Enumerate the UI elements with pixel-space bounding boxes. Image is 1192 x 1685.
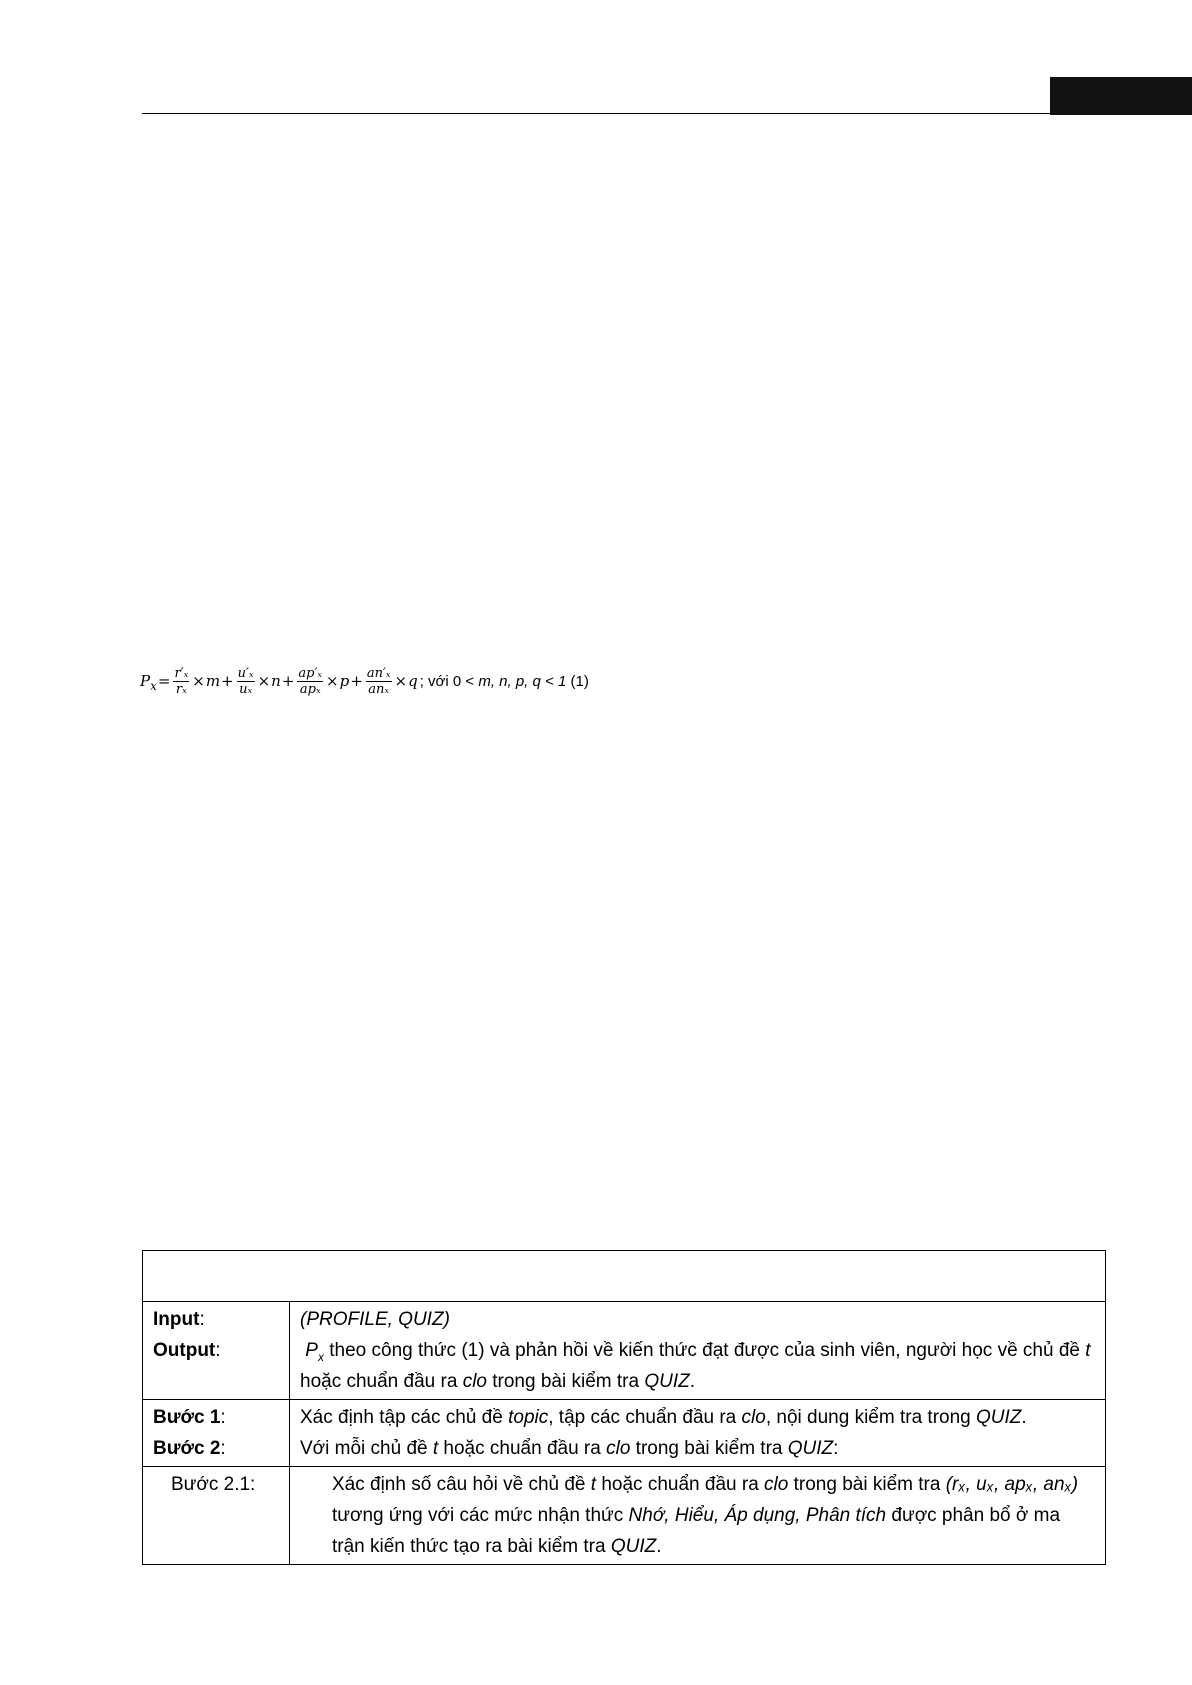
step-labels: Bước 1: Bước 2: [143, 1400, 290, 1467]
io-values [290, 1302, 1106, 1400]
weight-m: m [205, 672, 221, 690]
formula-frac-u: $\frac{\text{u′ₓ}}{\text{uₓ}}$ [237, 665, 254, 697]
header-tab [1050, 77, 1192, 115]
step21-label: Bước 2.1: [143, 1467, 290, 1565]
weight-p: p [339, 672, 350, 690]
formula: $P_x$ = $\frac{\text{r′ₓ}}{\text{rₓ}}$ × m + $\frac{\text{u′ₓ}}{\text{uₓ}}$ × n + $\frac{\text{ap′ₓ}}{\text{apₓ}}$ × p + $\frac{\text{an′ₓ}}{\text{anₓ}}$ × q ; với 0 < m, n, p, q < 1 (1) [140, 665, 589, 697]
equals-sign: = [157, 672, 171, 690]
steps-row [143, 1400, 1106, 1467]
algorithm-title [143, 1251, 1106, 1302]
step1-text: Xác định tập các chủ đề topic, tập các chuẩn đầu ra clo, nội dung kiểm tra trong QUIZ. [300, 1407, 1027, 1428]
formula-frac-ap: $\frac{\text{ap′ₓ}}{\text{apₓ}}$ [298, 665, 323, 697]
output-value: $P_x$ theo công thức (1) và phản hồi về kiến thức đạt được của sinh viên, người học về chủ đề t hoặc chuẩn đầu ra clo trong bài kiểm tra QUIZ. [300, 1340, 1091, 1392]
io-row [143, 1302, 1106, 1400]
weight-q: q [408, 672, 418, 690]
io-labels: Input: Output: [143, 1302, 290, 1400]
input-value: (PROFILE, QUIZ) [300, 1309, 450, 1330]
formula-lhs: $P_x$ [140, 672, 157, 693]
formula-frac-r: $\frac{\text{r′ₓ}}{\text{rₓ}}$ [174, 665, 189, 697]
algorithm-table [142, 1250, 1106, 1565]
weight-n: n [271, 672, 281, 690]
formula-condition: ; với 0 < m, n, p, q < 1 (1) [419, 672, 589, 690]
step-texts [290, 1400, 1106, 1467]
step2-text: Với mỗi chủ đề t hoặc chuẩn đầu ra clo trong bài kiểm tra QUIZ: [300, 1438, 839, 1459]
substep-row [143, 1467, 1106, 1565]
header-rule [142, 113, 1050, 114]
formula-frac-an: $\frac{\text{an′ₓ}}{\text{anₓ}}$ [366, 665, 391, 697]
step21-text: Xác định số câu hỏi về chủ đề t hoặc chuẩn đầu ra clo trong bài kiểm tra (rₓ, uₓ, apₓ, anₓ) tương ứng với các mức nhận thức Nhớ, Hiểu, Áp dụng, Phân tích được phân bổ ở ma trận kiến thức tạo ra bài kiểm tra QUIZ. [290, 1467, 1106, 1565]
